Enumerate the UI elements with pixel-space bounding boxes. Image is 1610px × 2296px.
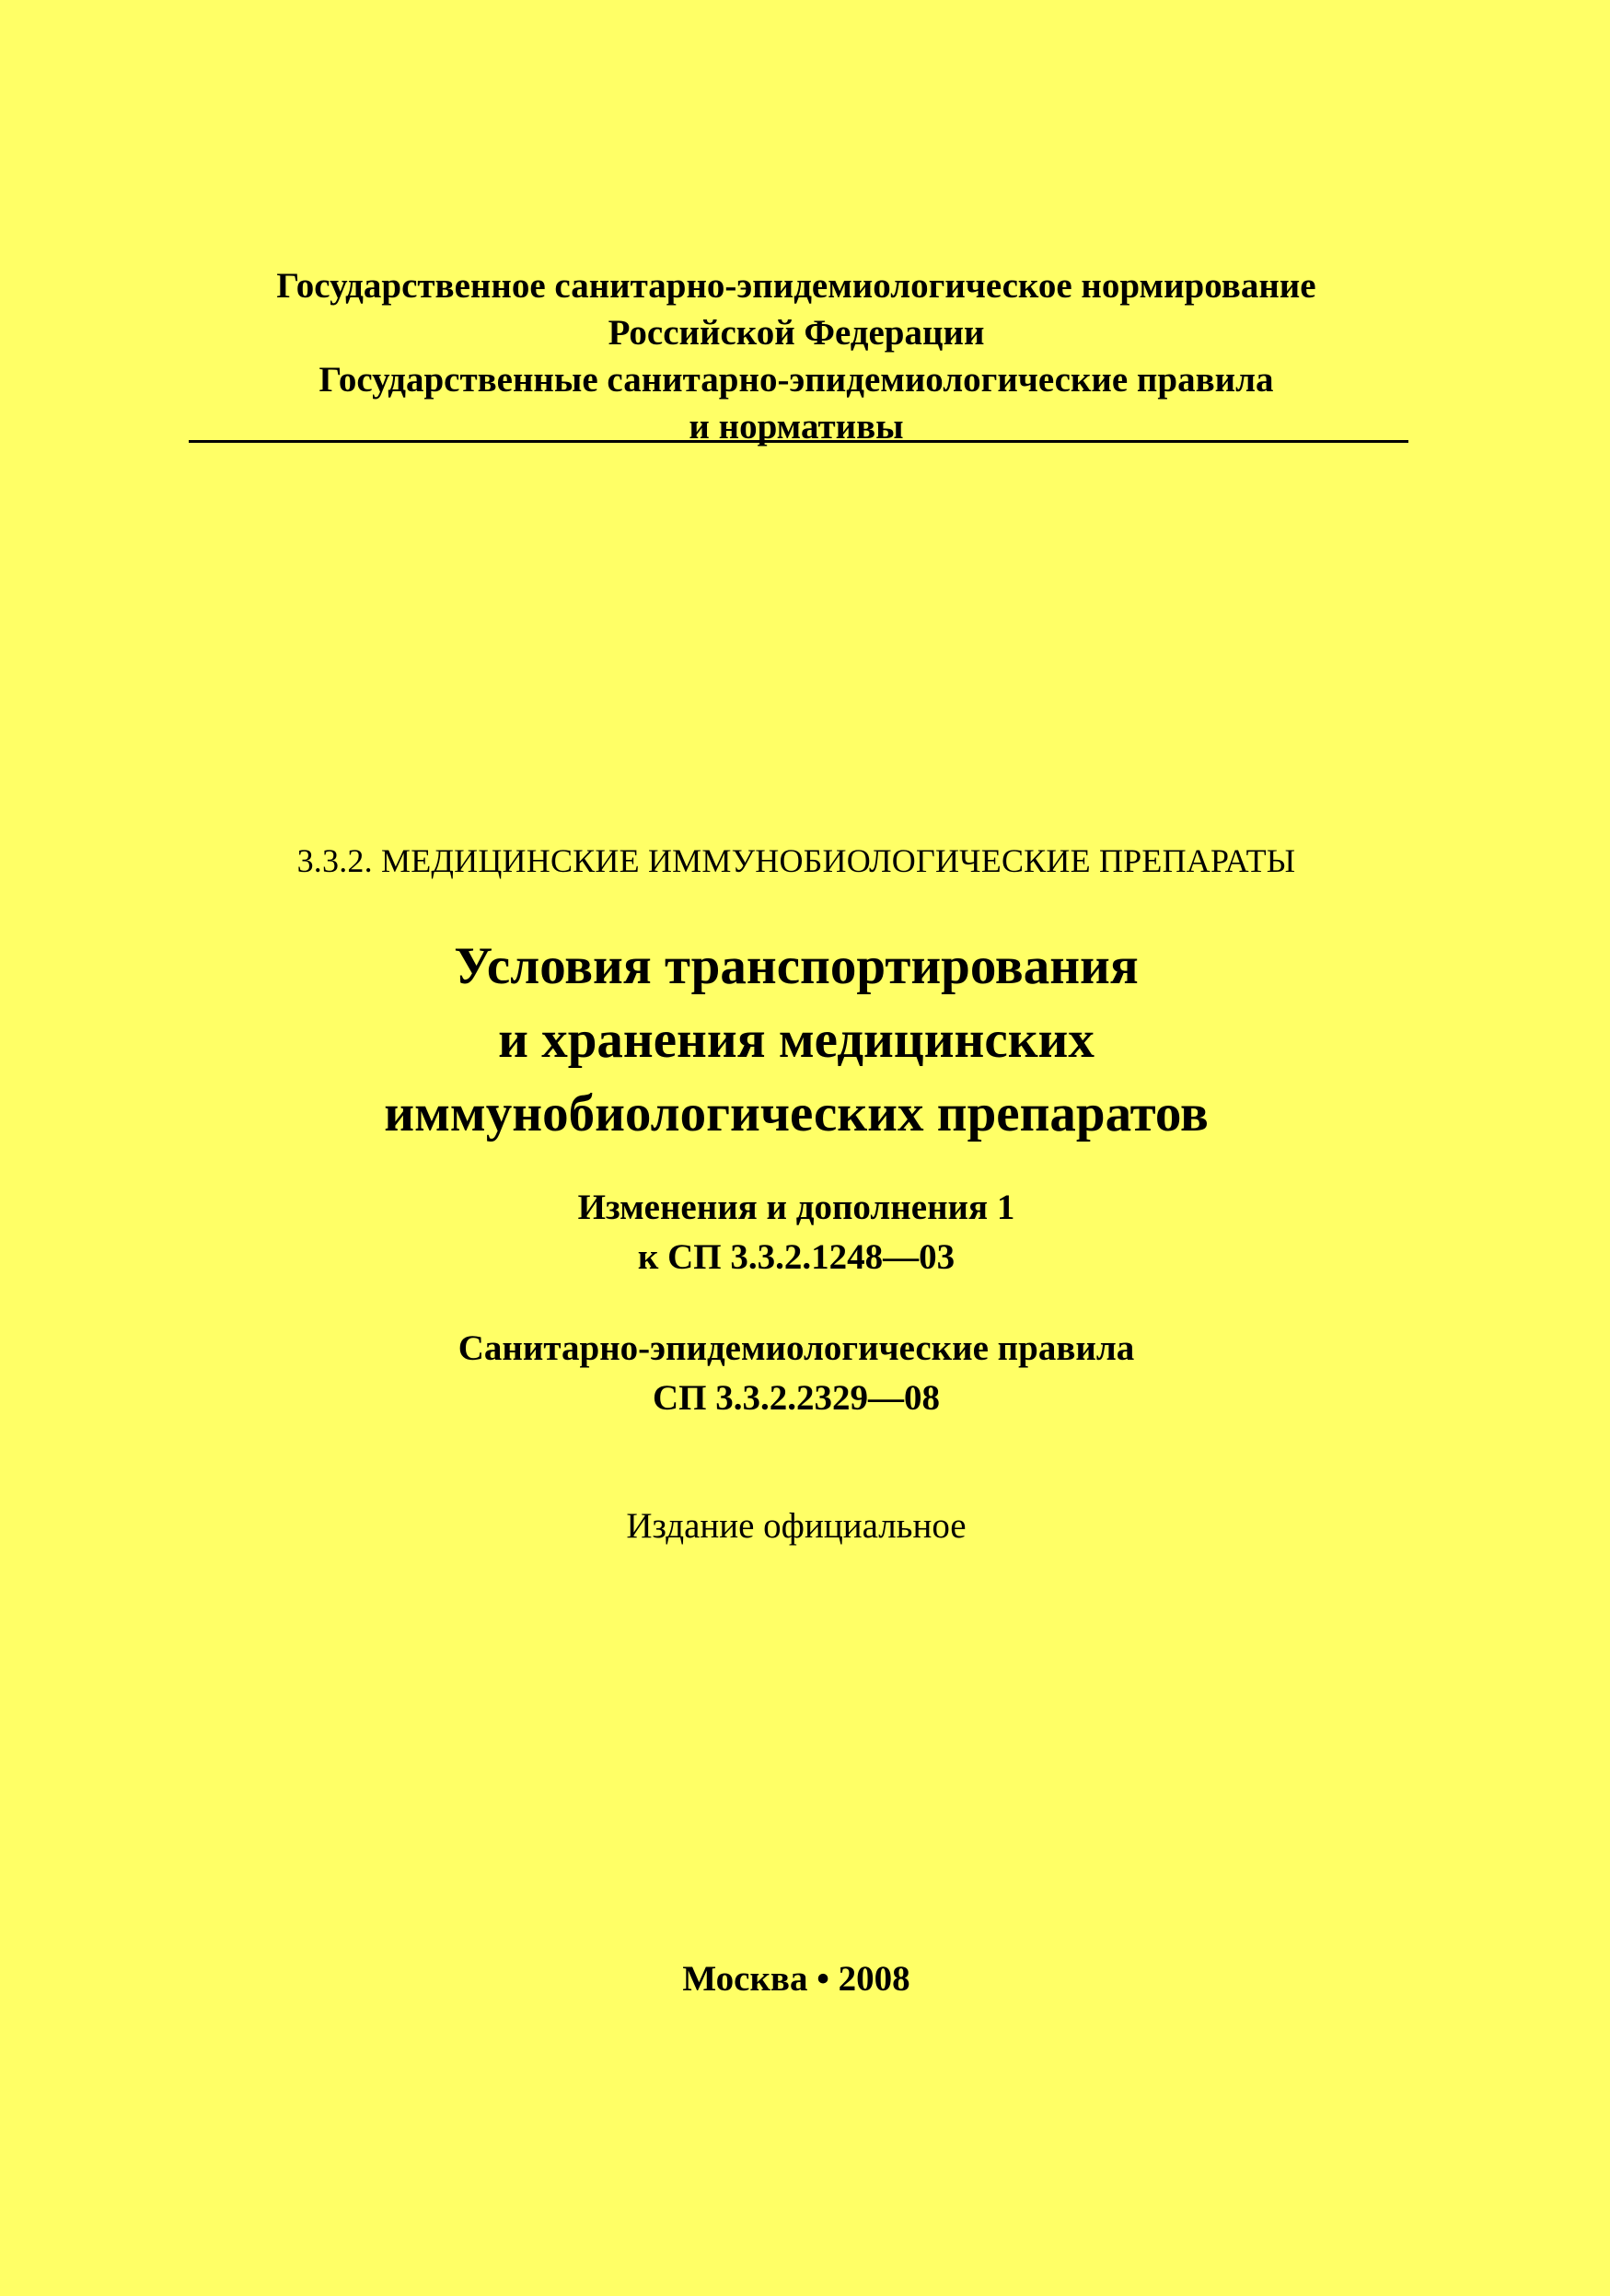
- rules-line-2: СП 3.3.2.2329—08: [653, 1378, 940, 1418]
- title-line-3: иммунобиологических препаратов: [384, 1084, 1209, 1142]
- section-label: 3.3.2. МЕДИЦИНСКИЕ ИММУНОБИОЛОГИЧЕСКИЕ ПРЕПАРАТЫ: [296, 842, 1296, 879]
- footer-block: [92, 1952, 1500, 2007]
- amendment-block: [92, 1183, 1500, 1282]
- rules-block: [92, 1324, 1500, 1423]
- amendment-line-2: к СП 3.3.2.1248—03: [637, 1237, 956, 1277]
- document-title: [92, 930, 1500, 1151]
- footer-imprint: Москва • 2008: [682, 1959, 910, 1999]
- header-line-4: и нормативы: [689, 407, 904, 446]
- header-divider: [189, 440, 1408, 443]
- amendment-line-1: Изменения и дополнения 1: [577, 1188, 1015, 1227]
- header-line-2: Российской Федерации: [608, 313, 985, 353]
- title-line-2: и хранения медицинских: [498, 1011, 1095, 1069]
- rules-line-1: Санитарно-эпидемиологические правила: [458, 1328, 1135, 1368]
- edition-block: [92, 1499, 1500, 1554]
- title-line-1: Условия транспортирования: [454, 937, 1139, 995]
- section-block: [92, 833, 1500, 888]
- edition-label: Издание официальное: [626, 1506, 967, 1546]
- header-block: [92, 262, 1500, 450]
- header-line-1: Государственное санитарно-эпидемиологическое нормирование: [276, 266, 1316, 306]
- header-line-3: Государственные санитарно-эпидемиологические правила: [319, 360, 1274, 400]
